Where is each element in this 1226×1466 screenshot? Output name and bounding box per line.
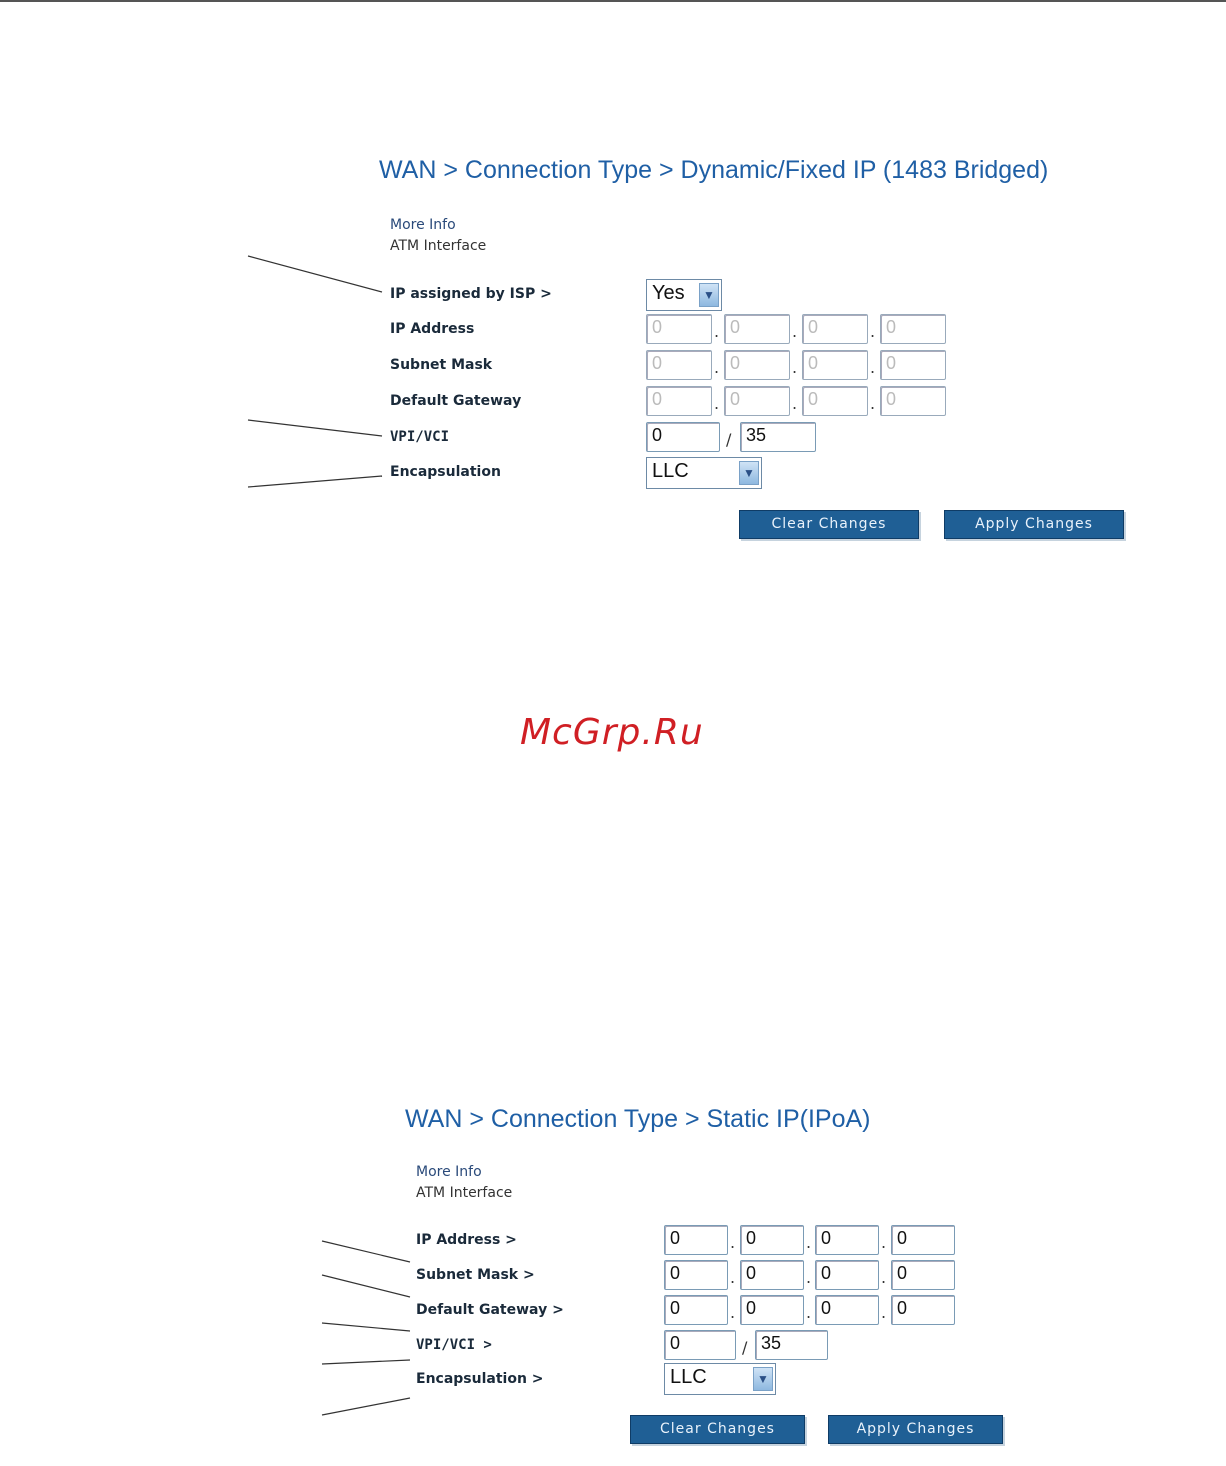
ip-address-octet-2[interactable]: 0: [724, 314, 790, 344]
chevron-down-icon: ▼: [699, 283, 719, 307]
vci-input[interactable]: 35: [740, 422, 816, 452]
more-info-link[interactable]: More Info: [390, 217, 456, 233]
callout-line: [322, 1241, 410, 1262]
more-info-link[interactable]: More Info: [416, 1164, 482, 1180]
encapsulation-value: LLC: [670, 1366, 707, 1388]
ip-assigned-label: IP assigned by ISP >: [390, 286, 552, 302]
apply-changes-button[interactable]: Apply Changes: [828, 1415, 1003, 1444]
vpi-vci-separator: /: [726, 430, 732, 449]
callout-line: [248, 256, 382, 292]
subnet-mask-label: Subnet Mask >: [416, 1267, 535, 1283]
default-gateway-octet-3[interactable]: 0: [802, 386, 868, 416]
subnet-mask-octet-3[interactable]: 0: [802, 350, 868, 380]
encapsulation-label: Encapsulation >: [416, 1371, 544, 1387]
default-gateway-octet-4[interactable]: 0: [891, 1295, 955, 1325]
apply-changes-button[interactable]: Apply Changes: [944, 510, 1124, 539]
callout-line: [322, 1323, 410, 1331]
ip-address-octet-4[interactable]: 0: [891, 1225, 955, 1255]
subnet-mask-octet-2[interactable]: 0: [724, 350, 790, 380]
subnet-mask-octet-3[interactable]: 0: [815, 1260, 879, 1290]
callout-line: [248, 476, 382, 487]
octet-separator: .: [806, 1233, 812, 1252]
ip-assigned-select[interactable]: [646, 279, 722, 311]
default-gateway-label: Default Gateway: [390, 393, 522, 409]
vpi-vci-separator: /: [742, 1338, 748, 1357]
vci-input[interactable]: 35: [755, 1330, 828, 1360]
callout-line: [322, 1275, 410, 1297]
chevron-down-icon: ▼: [753, 1367, 773, 1391]
clear-changes-button[interactable]: Clear Changes: [630, 1415, 805, 1444]
ip-address-octet-3[interactable]: 0: [815, 1225, 879, 1255]
octet-separator: .: [881, 1303, 887, 1322]
default-gateway-octet-3[interactable]: 0: [815, 1295, 879, 1325]
default-gateway-octet-2[interactable]: 0: [740, 1295, 804, 1325]
subnet-mask-octet-4[interactable]: 0: [880, 350, 946, 380]
clear-changes-button[interactable]: Clear Changes: [739, 510, 919, 539]
octet-separator: .: [714, 358, 720, 377]
ip-address-octet-3[interactable]: 0: [802, 314, 868, 344]
octet-separator: .: [881, 1268, 887, 1287]
octet-separator: .: [730, 1268, 736, 1287]
octet-separator: .: [806, 1303, 812, 1322]
callout-line: [248, 420, 382, 436]
subnet-mask-octet-1[interactable]: 0: [646, 350, 712, 380]
octet-separator: .: [714, 394, 720, 413]
ip-address-octet-1[interactable]: 0: [646, 314, 712, 344]
octet-separator: .: [714, 322, 720, 341]
subnet-mask-octet-4[interactable]: 0: [891, 1260, 955, 1290]
subnet-mask-octet-1[interactable]: 0: [664, 1260, 728, 1290]
page-title: WAN > Connection Type > Static IP(IPoA): [405, 1105, 871, 1133]
octet-separator: .: [881, 1233, 887, 1252]
octet-separator: .: [870, 322, 876, 341]
ip-address-octet-4[interactable]: 0: [880, 314, 946, 344]
octet-separator: .: [806, 1268, 812, 1287]
section-subtitle: ATM Interface: [416, 1185, 513, 1201]
octet-separator: .: [792, 358, 798, 377]
encapsulation-label: Encapsulation: [390, 464, 501, 480]
callout-line: [322, 1360, 410, 1364]
ip-address-label: IP Address: [390, 321, 475, 337]
section-subtitle: ATM Interface: [390, 238, 487, 254]
subnet-mask-octet-2[interactable]: 0: [740, 1260, 804, 1290]
ip-address-octet-1[interactable]: 0: [664, 1225, 728, 1255]
encapsulation-value: LLC: [652, 460, 689, 482]
default-gateway-octet-1[interactable]: 0: [646, 386, 712, 416]
default-gateway-octet-2[interactable]: 0: [724, 386, 790, 416]
encapsulation-select[interactable]: [646, 457, 762, 489]
octet-separator: .: [870, 394, 876, 413]
encapsulation-select[interactable]: [664, 1363, 776, 1395]
default-gateway-octet-4[interactable]: 0: [880, 386, 946, 416]
ip-address-octet-2[interactable]: 0: [740, 1225, 804, 1255]
page-title: WAN > Connection Type > Dynamic/Fixed IP (1483 Bridged): [379, 156, 1049, 184]
subnet-mask-label: Subnet Mask: [390, 357, 493, 373]
vpi-vci-label: VPI/VCI >: [416, 1337, 492, 1353]
default-gateway-label: Default Gateway >: [416, 1302, 564, 1318]
default-gateway-octet-1[interactable]: 0: [664, 1295, 728, 1325]
octet-separator: .: [792, 394, 798, 413]
watermark: McGrp.Ru: [520, 712, 704, 753]
octet-separator: .: [870, 358, 876, 377]
vpi-input[interactable]: 0: [664, 1330, 736, 1360]
octet-separator: .: [730, 1233, 736, 1252]
vpi-vci-label: VPI/VCI: [390, 429, 450, 445]
ip-address-label: IP Address >: [416, 1232, 517, 1248]
chevron-down-icon: ▼: [739, 461, 759, 485]
octet-separator: .: [792, 322, 798, 341]
vpi-input[interactable]: 0: [646, 422, 720, 452]
octet-separator: .: [730, 1303, 736, 1322]
ip-assigned-value: Yes: [652, 282, 685, 304]
callout-line: [322, 1398, 410, 1415]
